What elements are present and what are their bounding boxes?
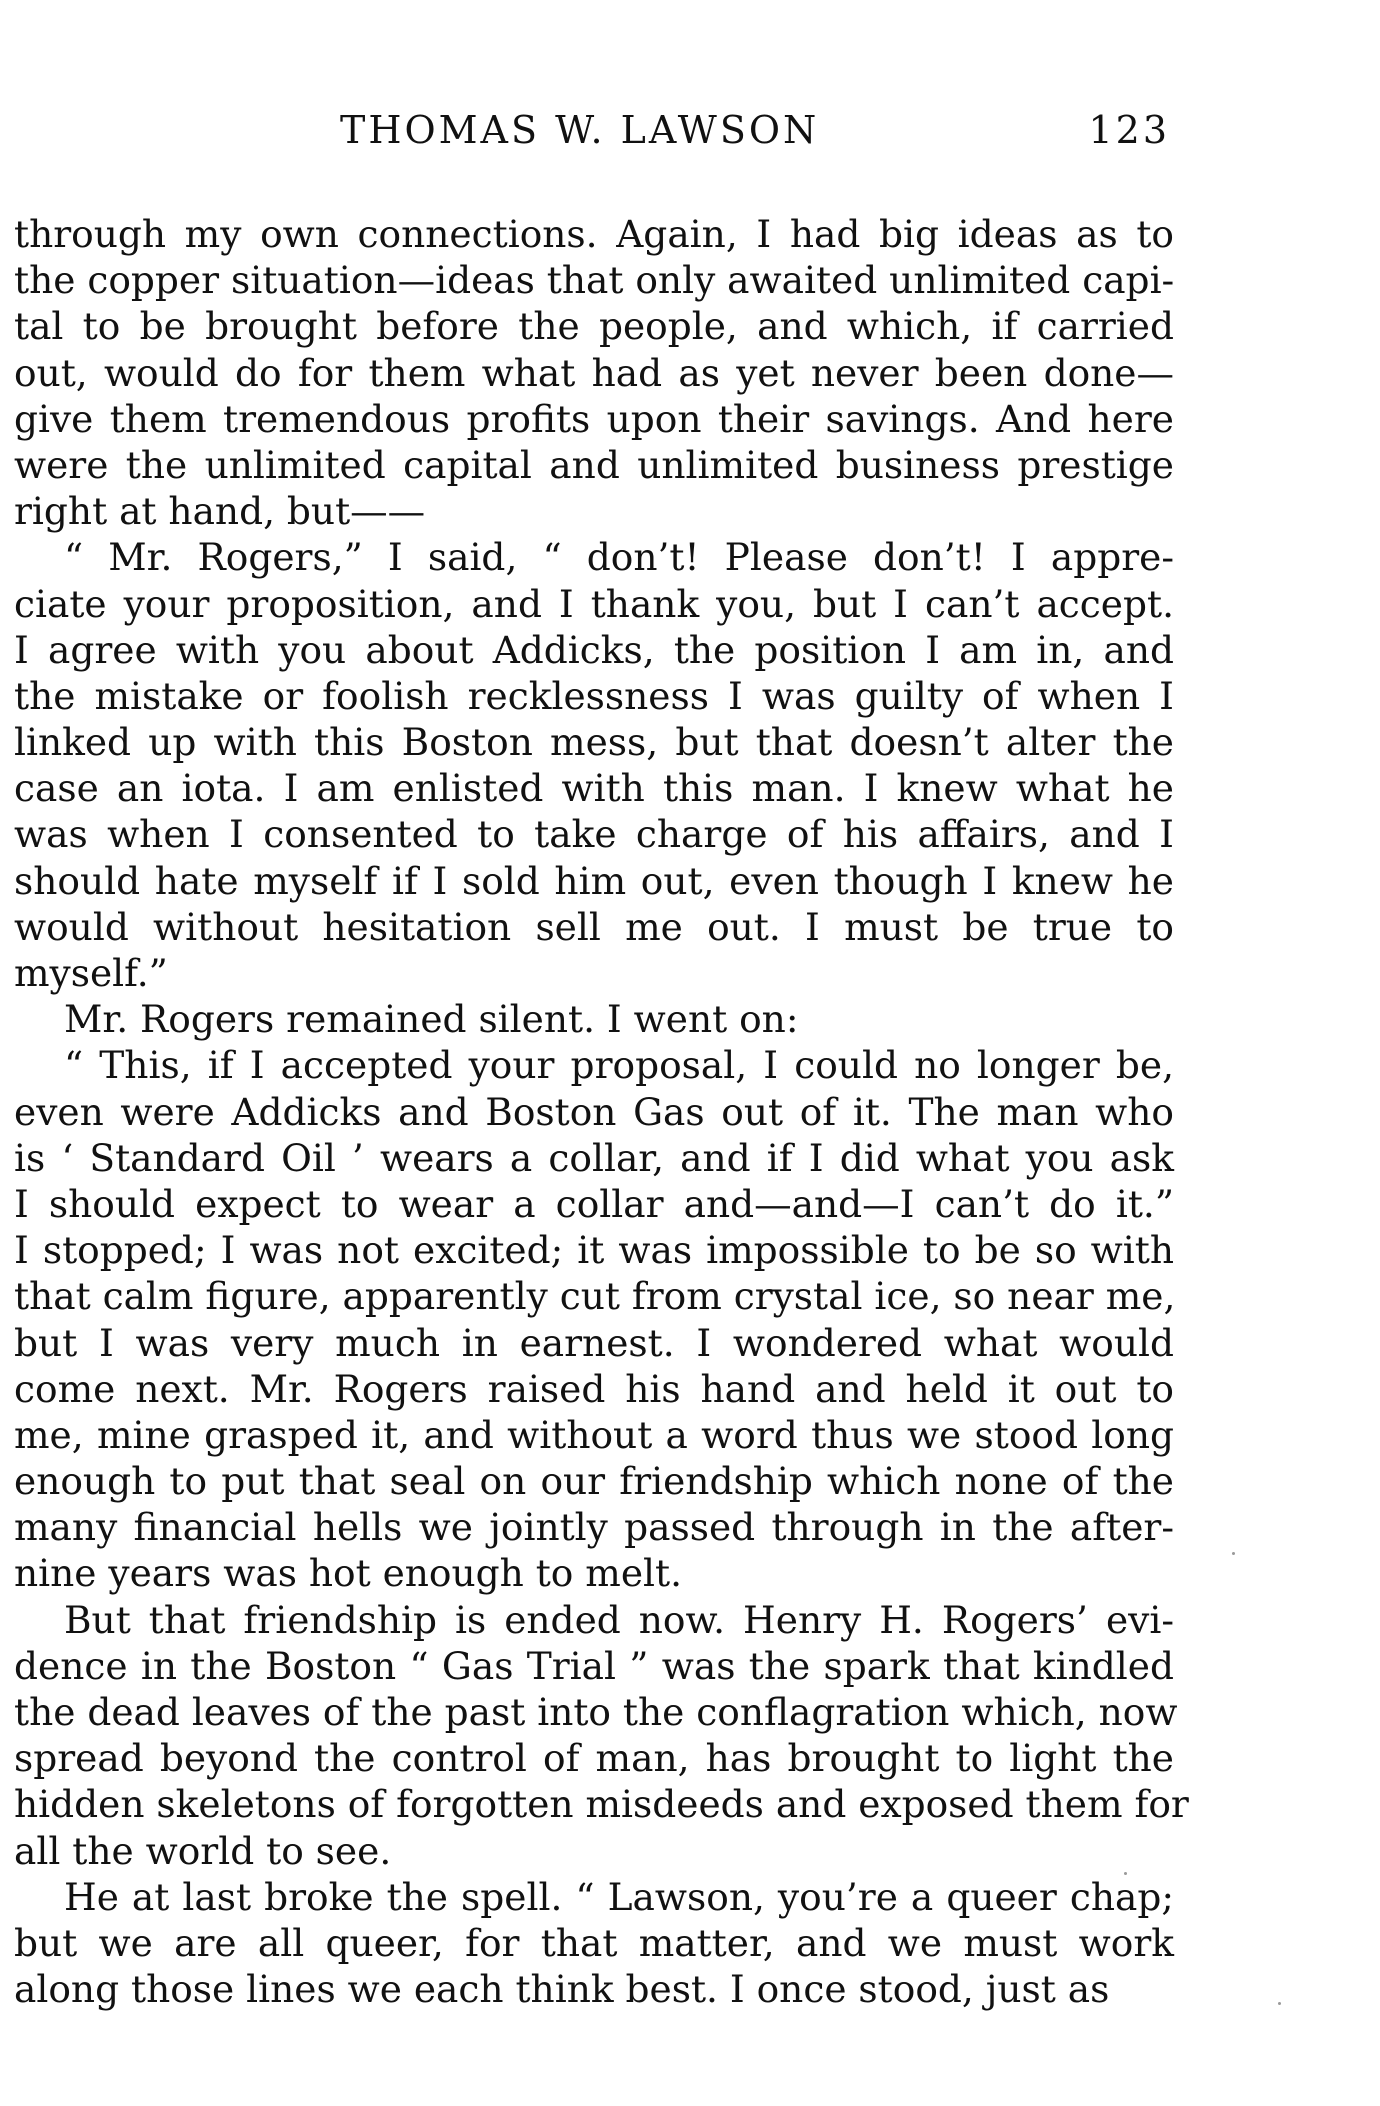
text-line: the mistake or foolish recklessness I was guilty of when I: [14, 673, 1174, 718]
page-number: 123: [1088, 108, 1170, 152]
text-line: I should expect to wear a collar and—and—I can’t do it.”: [14, 1181, 1174, 1226]
running-head: [20, 108, 1170, 168]
text-line: He at last broke the spell. “ Lawson, you’re a queer chap;: [64, 1874, 1174, 1919]
paragraph: [14, 534, 1174, 996]
text-line: give them tremendous profits upon their savings. And here: [14, 396, 1174, 441]
paragraph: [14, 1874, 1174, 2013]
text-line: the copper situation—ideas that only awaited unlimited capi-: [14, 258, 1175, 303]
text-line: right at hand, but——: [14, 489, 426, 534]
text-line: out, would do for them what had as yet never been done—: [14, 350, 1174, 395]
text-line: should hate myself if I sold him out, even though I knew he: [14, 858, 1174, 903]
text-line: enough to put that seal on our friendship which none of the: [14, 1459, 1174, 1504]
scan-speck: [1232, 1552, 1235, 1555]
text-line: ciate your proposition, and I thank you, but I can’t accept.: [14, 581, 1174, 626]
text-line: nine years was hot enough to melt.: [14, 1551, 683, 1596]
text-line: myself.”: [14, 951, 168, 995]
text-line: Mr. Rogers remained silent. I went on:: [64, 997, 799, 1042]
text-line: through my own connections. Again, I had big ideas as to: [14, 212, 1174, 256]
text-line: even were Addicks and Boston Gas out of it. The man who: [14, 1089, 1174, 1134]
text-line: many financial hells we jointly passed through in the after-: [14, 1505, 1174, 1550]
text-line: that calm figure, apparently cut from crystal ice, so near me,: [14, 1274, 1176, 1319]
text-line: the dead leaves of the past into the conflagration which, now: [14, 1690, 1178, 1734]
paragraph: [14, 211, 1174, 534]
text-line: linked up with this Boston mess, but that doesn’t alter the: [14, 720, 1174, 765]
scan-speck: [1278, 2002, 1281, 2005]
text-line: spread beyond the control of man, has brought to light the: [14, 1736, 1174, 1781]
text-line: But that friendship is ended now. Henry H. Rogers’ evi-: [64, 1597, 1174, 1642]
text-line: I agree with you about Addicks, the position I am in, and: [14, 627, 1174, 672]
text-line: is ‘ Standard Oil ’ wears a collar, and if I did what you ask: [14, 1135, 1174, 1180]
text-line: me, mine grasped it, and without a word thus we stood long: [14, 1412, 1174, 1457]
text-line: dence in the Boston “ Gas Trial ” was the spark that kindled: [14, 1643, 1174, 1688]
running-title: THOMAS W. LAWSON: [340, 108, 820, 152]
text-line: case an iota. I am enlisted with this man. I knew what he: [14, 766, 1174, 811]
text-line: all the world to see.: [14, 1828, 392, 1873]
scan-speck: [1124, 1872, 1127, 1875]
text-line: but I was very much in earnest. I wondered what would: [14, 1320, 1174, 1365]
paragraph: [14, 1597, 1189, 1874]
paragraph: [14, 996, 1174, 1042]
text-line: “ Mr. Rogers,” I said, “ don’t! Please don’t! I appre-: [64, 535, 1174, 580]
body-text: [14, 211, 1189, 2012]
text-line: hidden skeletons of forgotten misdeeds and exposed them for: [14, 1782, 1189, 1827]
text-line: was when I consented to take charge of his affairs, and I: [14, 812, 1174, 857]
text-line: come next. Mr. Rogers raised his hand and held it out to: [14, 1366, 1174, 1411]
paragraph: [14, 1042, 1174, 1596]
text-line: tal to be brought before the people, and which, if carried: [14, 304, 1174, 349]
text-line: along those lines we each think best. I once stood, just as: [14, 1967, 1110, 2012]
text-line: I stopped; I was not excited; it was impossible to be so with: [14, 1228, 1174, 1273]
text-line: “ This, if I accepted your proposal, I could no longer be,: [64, 1043, 1174, 1088]
text-line: but we are all queer, for that matter, and we must work: [14, 1920, 1174, 1965]
text-line: would without hesitation sell me out. I must be true to: [14, 904, 1174, 949]
text-line: were the unlimited capital and unlimited business prestige: [14, 442, 1174, 487]
